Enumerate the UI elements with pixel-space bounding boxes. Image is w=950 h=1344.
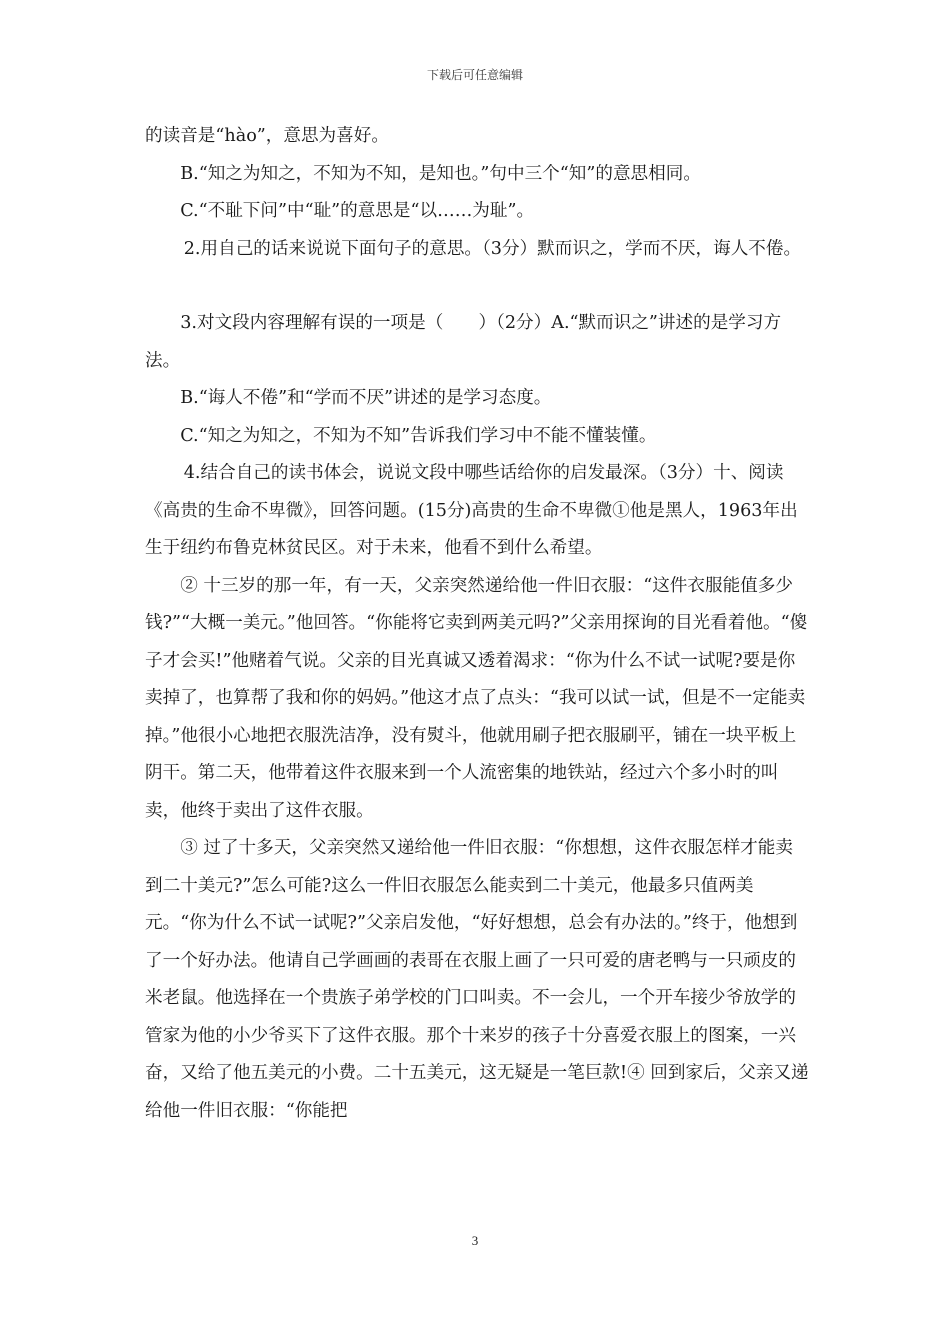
page-number: 3 bbox=[471, 1233, 479, 1248]
question-3: 3.对文段内容理解有误的一项是（ ）（2分）A.“默而识之”讲述的是学习方法。 bbox=[145, 313, 782, 371]
question-2: 2.用自己的话来说说下面句子的意思。（3分）默而识之，学而不厌，诲人不倦。 bbox=[183, 238, 802, 259]
page-header: 下载后可任意编辑 bbox=[426, 68, 523, 82]
story-paragraph-3: ③ 过了十多天，父亲突然又递给他一件旧衣服：“你想想，这件衣服怎样才能卖到二十美元?”怎么可能?这么一件旧衣服怎么能卖到二十美元，他最多只值两美元。“你为什么不试一试呢?”父亲启发他，“好好想想，总会有办法的。”终于，他想到了一个好办法。他请自己学画画的表哥在衣服上画了一只可爱的唐老鸭与一只顽皮的米老鼠。他选择在一个贵族子弟学校的门口叫卖。不一会儿，一个开车接少爷放学的管家为他的小少爷买下了这件衣服。那个十来岁的孩子十分喜爱衣服上的图案，一兴奋，又给了他五美元的小费。二十五美元，这无疑是一笔巨款!④ 回到家后，父亲又递给他一件旧衣服：“你能把 bbox=[145, 838, 809, 1121]
option-c-1: C.“不耻下问”中“耻”的意思是“以……为耻”。 bbox=[180, 201, 535, 221]
option-b-1: B.“知之为知之，不知为不知，是知也。”句中三个“知”的意思相同。 bbox=[180, 163, 701, 184]
paragraph-continuation: 的读音是“hào”，意思为喜好。 bbox=[145, 126, 389, 146]
option-b-3: B.“诲人不倦”和“学而不厌”讲述的是学习态度。 bbox=[180, 388, 552, 408]
answer-space bbox=[145, 268, 810, 305]
document-body bbox=[145, 118, 810, 1130]
story-paragraph-2: ② 十三岁的那一年，有一天，父亲突然递给他一件旧衣服：“这件衣服能值多少钱?”“大概一美元。”他回答。“你能将它卖到两美元吗?”父亲用探询的目光看着他。“傻子才会买!”他赌着气说。父亲的目光真诚又透着渴求：“你为什么不试一试呢?要是你卖掉了，也算帮了我和你的妈妈。”他这才点了点头：“我可以试一试，但是不一定能卖掉。”他很小心地把衣服洗洁净，没有熨斗，他就用刷子把衣服刷平，铺在一块平板上阴干。第二天，他带着这件衣服来到一个人流密集的地铁站，经过六个多小时的叫卖，他终于卖出了这件衣服。 bbox=[145, 575, 808, 821]
question-4-and-reading-intro: 4.结合自己的读书体会，说说文段中哪些话给你的启发最深。（3分）十、阅读《高贵的生命不卑微》，回答问题。(15分)高贵的生命不卑微①他是黑人，1963年出生于纽约布鲁克林贫民区。对于未来，他看不到什么希望。 bbox=[145, 463, 798, 558]
option-c-3: C.“知之为知之，不知为不知”告诉我们学习中不能不懂装懂。 bbox=[180, 425, 657, 446]
